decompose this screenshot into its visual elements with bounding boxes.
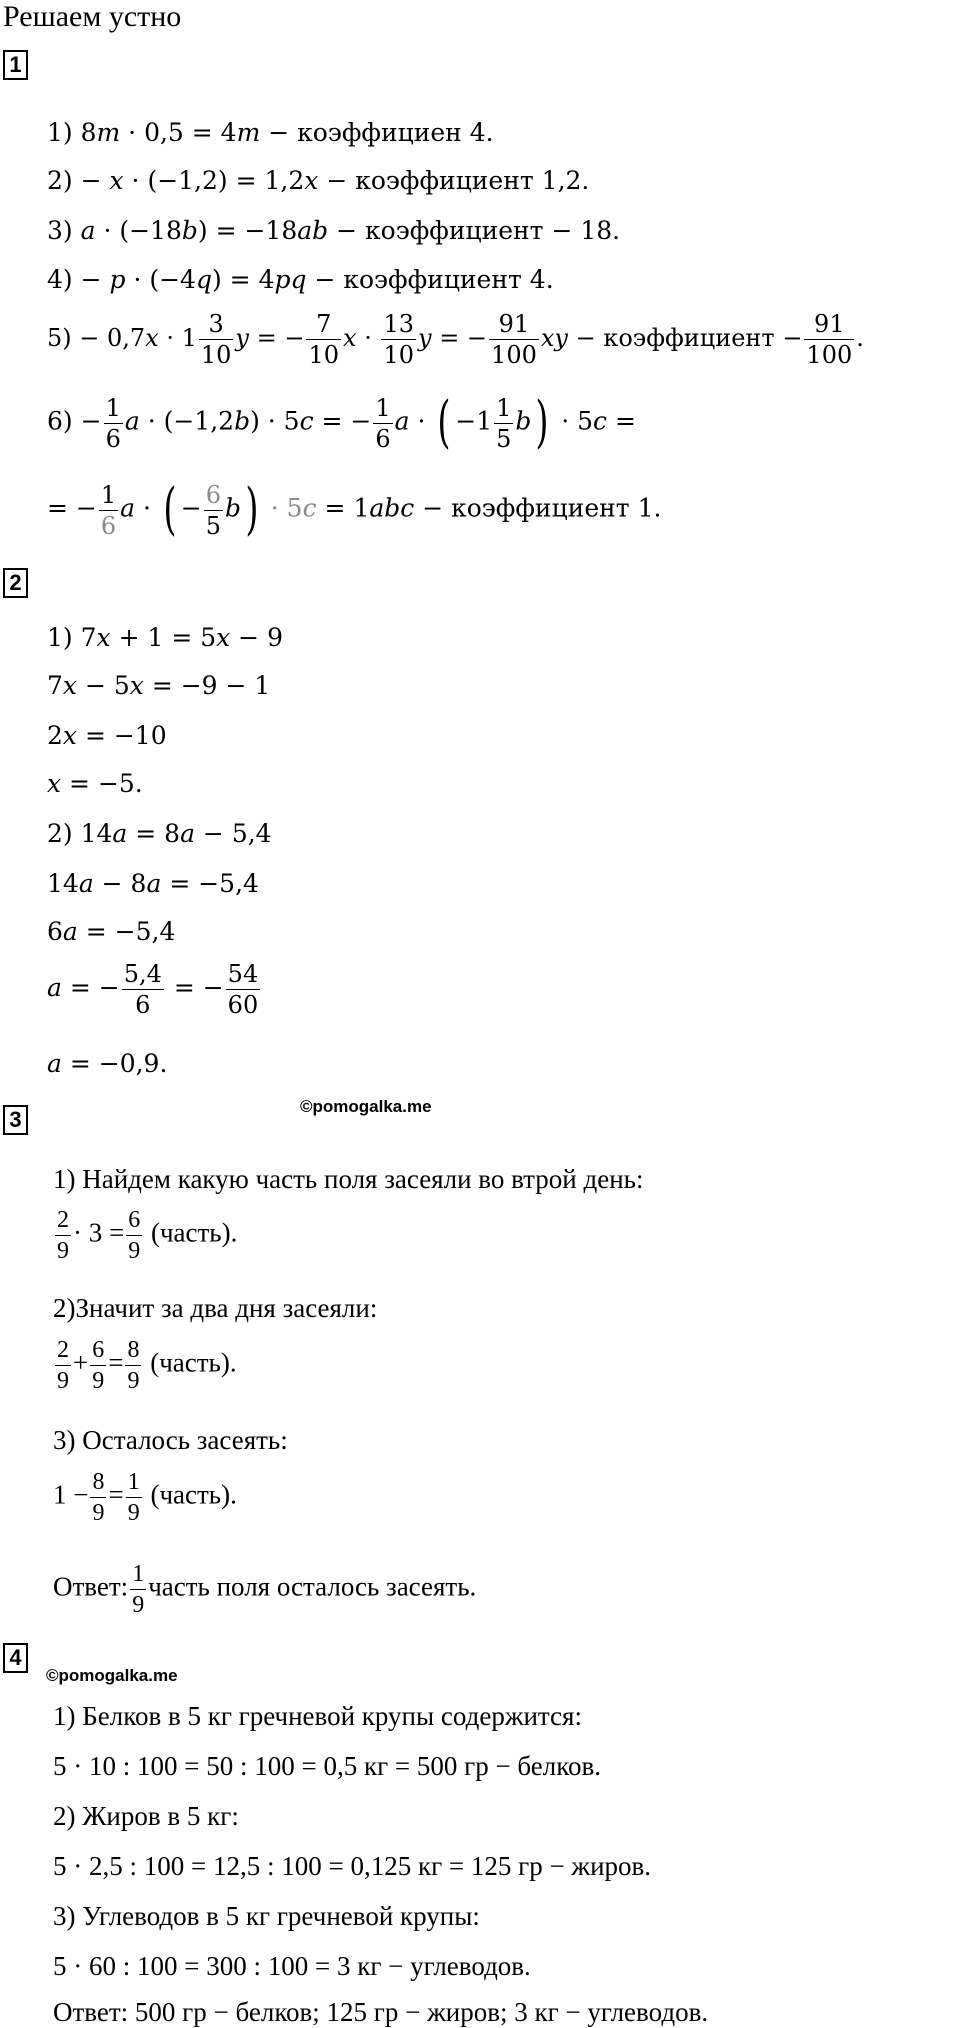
task3-line-6: 1 − $\frac{8}{9}$ = $\frac{1}{9}$ (часть). [53, 1469, 237, 1526]
fraction: $\frac{91}{100}$ [491, 310, 537, 369]
task3-line-1: 1) Найдем какую часть поля засеяли во втрой день: [53, 1164, 644, 1194]
watermark: ©pomogalka.me [300, 1097, 432, 1116]
task2-line-8: a = − $\frac{5,4}{6}$ = − $\frac{54}{60}$ [47, 960, 259, 1019]
fraction: $\frac{8}{9}$ [127, 1337, 140, 1394]
task2-line-3: 2x = −10 [47, 721, 167, 750]
task4-line-4: 5 · 2,5 : 100 = 12,5 : 100 = 0,125 кг = 125 гр − жиров. [53, 1851, 652, 1881]
fraction: $\frac{2}{9}$ [57, 1337, 69, 1394]
task1-line-5: 5) − 0,7x · 1 $\frac{3}{10}$ y = − $\frac{7}{10}$ x · $\frac{13}{10}$ y = − $\frac{91}{100}$ xy − коэффициент − $\frac{91}{100}$ . [47, 310, 864, 369]
task1-line-6: 6) − $\frac{1}{6}$ a · (−1,2b) · 5c = − $\frac{1}{6}$ a · ( −1 $\frac{1}{5}$ b) · 5c = [47, 390, 636, 455]
fraction: $\frac{5,4}{6}$ [123, 960, 162, 1019]
fraction: $\frac{1}{9}$ [127, 1469, 140, 1526]
page-title: Решаем устно [3, 0, 182, 33]
task3-line-5: 3) Осталось засеять: [53, 1425, 288, 1455]
fraction: $\frac{7}{10}$ [308, 310, 340, 369]
fraction: $\frac{6}{9}$ [128, 1207, 141, 1264]
fraction: $\frac{1}{9}$ [132, 1561, 145, 1618]
fraction: $\frac{54}{60}$ [227, 960, 259, 1019]
fraction: $\frac{13}{10}$ [383, 310, 414, 369]
fraction: $\frac{1}{6}$ [100, 480, 117, 540]
fraction: $\frac{1}{6}$ [375, 393, 391, 453]
fraction: $\frac{8}{9}$ [92, 1469, 105, 1526]
fraction: $\frac{1}{6}$ [105, 393, 121, 453]
task1-line-3: 3) a · (−18b) = −18ab − коэффициент − 18. [47, 216, 621, 245]
task4-line-1: 1) Белков в 5 кг гречневой крупы содержится: [53, 1701, 582, 1731]
task-number-4: 4 [3, 1643, 28, 1673]
task2-line-7: 6a = −5,4 [47, 917, 176, 946]
task-number-1: 1 [3, 50, 28, 80]
fraction: $\frac{91}{100}$ [806, 310, 853, 369]
fraction: $\frac{6}{9}$ [92, 1337, 105, 1394]
task2-line-6: 14a − 8a = −5,4 [47, 869, 259, 898]
task4-answer: Ответ: 500 гр − белков; 125 гр − жиров; 3 кг − углеводов. [53, 1997, 709, 2027]
task1-line-1: 1) 8m · 0,5 = 4m − коэффициен 4. [47, 118, 494, 147]
task2-line-5: 2) 14a = 8a − 5,4 [47, 819, 272, 848]
task2-line-4: x = −5. [47, 769, 143, 798]
task-number-2: 2 [3, 568, 28, 598]
fraction: $\frac{2}{9}$ [57, 1207, 69, 1264]
task2-line-1: 1) 7x + 1 = 5x − 9 [47, 623, 283, 652]
fraction: $\frac{3}{10}$ [200, 310, 232, 369]
task1-line-7: = − $\frac{1}{6}$ a · ( − $\frac{6}{5}$ b) · 5c = 1abc − коэффициент 1. [47, 477, 662, 542]
task3-answer: Ответ: $\frac{1}{9}$ часть поля осталось засеять. [53, 1561, 477, 1618]
task3-line-3: 2)Значит за два дня засеяли: [53, 1293, 378, 1323]
task4-line-6: 5 · 60 : 100 = 300 : 100 = 3 кг − углеводов. [53, 1951, 531, 1981]
task2-line-2: 7x − 5x = −9 − 1 [47, 671, 271, 700]
task3-line-4: $\frac{2}{9}$ + $\frac{6}{9}$ = $\frac{8}{9}$ (часть). [57, 1337, 237, 1394]
task4-line-5: 3) Углеводов в 5 кг гречневой крупы: [53, 1901, 480, 1931]
task1-line-4: 4) − p · (−4q) = 4pq − коэффициент 4. [47, 265, 554, 294]
task1-line-2: 2) − x · (−1,2) = 1,2x − коэффициент 1,2. [47, 166, 590, 195]
task4-line-3: 2) Жиров в 5 кг: [53, 1801, 239, 1831]
fraction: $\frac{6}{5}$ [205, 480, 221, 540]
task-number-3: 3 [3, 1105, 28, 1135]
watermark: ©pomogalka.me [46, 1666, 178, 1685]
task4-line-2: 5 · 10 : 100 = 50 : 100 = 0,5 кг = 500 гр − белков. [53, 1751, 602, 1781]
fraction: $\frac{1}{5}$ [496, 393, 512, 453]
task2-line-9: a = −0,9. [47, 1049, 168, 1078]
task3-line-2: $\frac{2}{9}$ · 3 = $\frac{6}{9}$ (часть). [57, 1207, 238, 1264]
